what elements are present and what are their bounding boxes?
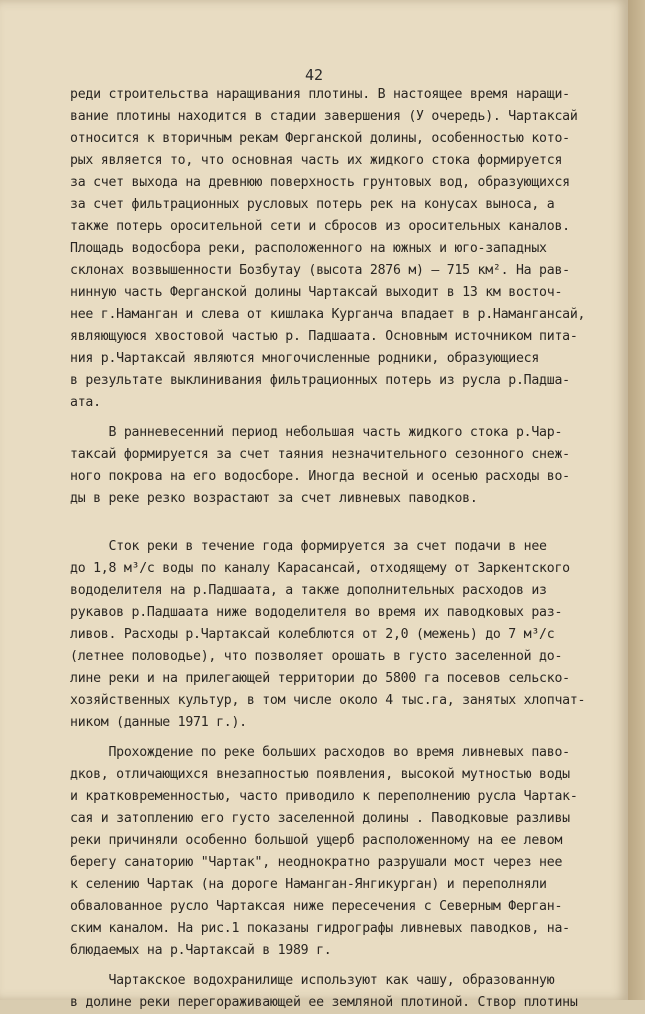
text-line: также потерь оросительной сети и сбросов из оросительных каналов. xyxy=(70,219,570,234)
text-line: реки причиняли особенно большой ущерб расположенному на ее левом xyxy=(70,833,563,848)
text-line: лине реки и на прилегающей территории до 5800 га посевов сельско- xyxy=(70,671,570,686)
text-line: склонах возвышенности Бозбутау (высота 2876 м) – 715 км². На рав- xyxy=(70,263,570,278)
text-line: таксай формируется за счет таяния незначительного сезонного снеж- xyxy=(70,447,570,462)
text-line: ата. xyxy=(70,395,101,410)
text-line: к селению Чартак (на дороге Наманган-Янгикурган) и переполняли xyxy=(70,877,547,892)
text-line: вододелителя на р.Падшаата, а также дополнительных расходов из xyxy=(70,583,547,598)
text-line: Чартакское водохранилище используют как чашу, образованную xyxy=(70,973,555,988)
text-line: ния р.Чартаксай являются многочисленные родники, образующиеся xyxy=(70,351,540,366)
text-line: Площадь водосбора реки, расположенного на южных и юго-западных xyxy=(70,241,547,256)
page-binding-edge xyxy=(628,0,645,1000)
page-number: 42 xyxy=(304,66,324,84)
text-line: вание плотины находится в стадии завершения (У очередь). Чартаксай xyxy=(70,109,578,124)
body-text xyxy=(70,84,626,1014)
paragraph-5 xyxy=(70,970,626,1014)
paragraph-1 xyxy=(70,84,626,414)
text-line: берегу санаторию "Чартак", неоднократно разрушали мост через нее xyxy=(70,855,563,870)
text-line: рукавов р.Падшаата ниже вододелителя во время их паводковых раз- xyxy=(70,605,563,620)
text-line: нее г.Наманган и слева от кишлака Курганча впадает в р.Намангансай, xyxy=(70,307,586,322)
text-line: реди строительства наращивания плотины. В настоящее время наращи- xyxy=(70,87,570,102)
text-line: ником (данные 1971 г.). xyxy=(70,715,247,730)
text-line: нинную часть Ферганской долины Чартаксай выходит в 13 км восточ- xyxy=(70,285,563,300)
text-line: дков, отличающихся внезапностью появления, высокой мутностью воды xyxy=(70,767,570,782)
text-line: рых является то, что основная часть их жидкого стока формируется xyxy=(70,153,563,168)
text-line: сая и затоплению его густо заселенной долины . Паводковые разливы xyxy=(70,811,570,826)
text-line: относится к вторичным рекам Ферганской долины, особенностью кото- xyxy=(70,131,570,146)
text-line: блюдаемых на р.Чартаксай в 1989 г. xyxy=(70,943,332,958)
text-line: в долине реки перегораживающей ее земляной плотиной. Створ плотины xyxy=(70,995,578,1010)
text-line: ды в реке резко возрастают за счет ливневых паводков. xyxy=(70,491,478,506)
text-line: хозяйственных культур, в том числе около 4 тыс.га, занятых хлопчат- xyxy=(70,693,586,708)
paragraph-4 xyxy=(70,742,626,962)
text-line: ским каналом. На рис.1 показаны гидрографы ливневых паводков, на- xyxy=(70,921,570,936)
text-line: до 1,8 м³/с воды по каналу Карасансай, отходящему от Заркентского xyxy=(70,561,570,576)
text-line: Сток реки в течение года формируется за счет подачи в нее xyxy=(70,539,547,554)
text-line: В ранневесенний период небольшая часть жидкого стока р.Чар- xyxy=(70,425,563,440)
text-line: в результате выклинивания фильтрационных потерь из русла р.Падша- xyxy=(70,373,570,388)
paragraph-2 xyxy=(70,422,626,510)
text-line: за счет фильтрационных русловых потерь рек на конусах выноса, а xyxy=(70,197,555,212)
text-line: ного покрова на его водосборе. Иногда весной и осенью расходы во- xyxy=(70,469,570,484)
text-line: за счет выхода на древнюю поверхность грунтовых вод, образующихся xyxy=(70,175,570,190)
text-line: обвалованное русло Чартаксая ниже пересечения с Северным Ферган- xyxy=(70,899,563,914)
text-line: являющуюся хвостовой частью р. Падшаата. Основным источником пита- xyxy=(70,329,578,344)
text-line: Прохождение по реке больших расходов во время ливневых паво- xyxy=(70,745,570,760)
text-line: ливов. Расходы р.Чартаксай колеблются от 2,0 (межень) до 7 м³/с xyxy=(70,627,555,642)
text-line: и кратковременностью, часто приводило к переполнению русла Чартак- xyxy=(70,789,578,804)
paragraph-3 xyxy=(70,536,626,734)
text-line: (летнее половодье), что позволяет орошать в густо заселенной до- xyxy=(70,649,563,664)
